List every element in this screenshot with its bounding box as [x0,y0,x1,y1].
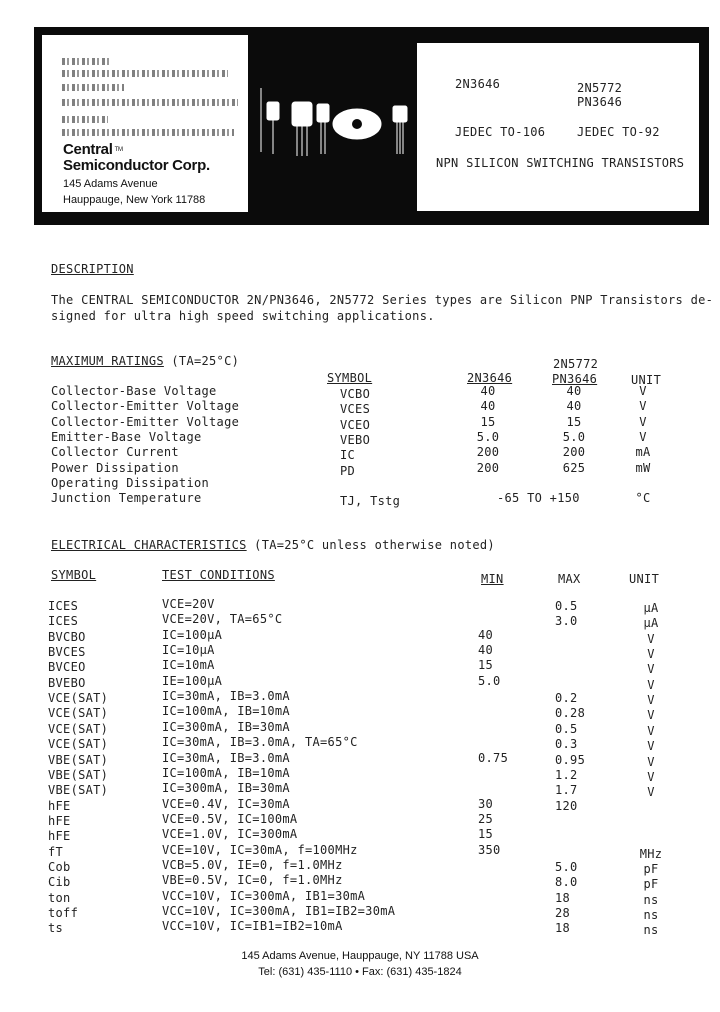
elec-test-condition: IC=30mA, IB=3.0mA [162,750,290,765]
elec-test-condition: VCE=1.0V, IC=300mA [162,827,298,842]
max-ratings-param: Operating Dissipation [51,475,210,490]
elec-symbol: hFE [48,813,71,828]
elec-unit: ns [643,923,659,938]
description-line2: signed for ultra high speed switching applications. [51,309,435,323]
max-ratings-symbol: VCES [340,402,371,417]
elec-unit: pF [643,861,659,876]
elec-symbol: BVCEO [48,660,86,675]
description-heading: DESCRIPTION [51,262,134,276]
elec-symbol: BVCBO [48,629,86,644]
elec-symbol: ton [48,890,71,905]
max-ratings-heading-group [51,354,239,368]
elec-min: 25 [478,811,494,826]
elec-test-condition: IE=100µA [162,673,223,688]
max-ratings-heading: MAXIMUM RATINGS [51,354,164,368]
elec-max: 18 [555,890,571,905]
elec-symbol: VBE(SAT) [48,783,109,798]
elec-unit: V [647,739,655,754]
elec-test-condition: IC=100mA, IB=10mA [162,704,290,719]
elec-test-condition: VBE=0.5V, IC=0, f=1.0MHz [162,873,343,888]
elec-test-condition: VCE=0.5V, IC=100mA [162,811,298,826]
elec-test-condition: IC=100µA [162,627,223,642]
transistor-packages-image [255,80,415,160]
elec-max: 28 [555,906,571,920]
max-ratings-unit: °C [635,491,651,506]
max-ratings-col-pn3646: PN3646 [552,372,598,386]
max-ratings-param: Collector-Emitter Voltage [51,399,240,414]
elec-test-condition: IC=100mA, IB=10mA [162,765,290,780]
max-ratings-value-a: 200 [476,460,500,475]
elec-unit: V [647,754,655,769]
max-ratings-value-b: 40 [566,399,582,414]
elec-max: 0.95 [555,752,586,767]
max-ratings-symbol: VEBO [340,432,371,447]
elec-symbol: VBE(SAT) [48,752,109,767]
elec-symbol: ts [48,921,64,936]
max-ratings-value-b: 625 [562,460,586,475]
elec-col-max: MAX [558,572,581,586]
trademark-mark: TM [114,147,123,153]
elec-unit: V [647,723,655,738]
elec-condition: (TA=25°C unless otherwise noted) [254,538,495,552]
package-to106: JEDEC TO-106 [455,125,546,139]
elec-min: 40 [478,643,494,658]
elec-max: 3.0 [555,614,578,629]
part-number-2n5772: 2N5772 [577,81,623,95]
elec-max: 0.2 [555,691,578,706]
elec-max: 0.5 [555,599,578,613]
max-ratings-unit: V [639,429,647,444]
max-ratings-value-a: 15 [480,414,496,429]
elec-test-condition: VCE=20V [162,597,215,611]
max-ratings-col-unit: UNIT [631,373,662,387]
faded-print [62,116,108,123]
elec-unit: ns [643,892,659,907]
max-ratings-param: Collector-Base Voltage [51,384,217,398]
elec-symbol: fT [48,844,64,859]
elec-min: 0.75 [478,750,509,765]
elec-heading: ELECTRICAL CHARACTERISTICS [51,538,247,552]
elec-test-condition: IC=10mA [162,658,215,673]
elec-max: 0.28 [555,706,586,721]
max-ratings-unit: mW [635,460,651,475]
elec-unit: ns [643,908,659,922]
address-line1: 145 Adams Avenue [63,178,158,190]
elec-test-condition: IC=300mA, IB=30mA [162,781,290,796]
elec-test-condition: VCE=20V, TA=65°C [162,612,283,627]
elec-unit: V [647,631,655,646]
device-type-title: NPN SILICON SWITCHING TRANSISTORS [436,156,685,170]
elec-test-condition: VCC=10V, IC=300mA, IB1=IB2=30mA [162,904,396,918]
elec-col-test: TEST CONDITIONS [162,568,275,582]
elec-test-condition: VCE=0.4V, IC=30mA [162,796,290,811]
company-name-line1: Central [63,141,113,158]
elec-symbol: BVEBO [48,675,86,690]
max-ratings-condition: (TA=25°C) [171,354,240,368]
max-ratings-unit: mA [635,445,651,460]
elec-symbol: ICES [48,614,79,629]
max-ratings-value-b: 5.0 [562,429,586,444]
elec-test-condition: VCC=10V, IC=IB1=IB2=10mA [162,919,343,934]
elec-unit: µA [643,616,659,631]
max-ratings-symbol: VCBO [340,387,371,401]
elec-symbol: ICES [48,599,79,613]
elec-test-condition: VCE=10V, IC=30mA, f=100MHz [162,842,358,857]
faded-print [62,58,112,65]
company-address [63,176,205,208]
elec-symbol: VCE(SAT) [48,721,109,736]
elec-unit: V [647,677,655,692]
elec-max: 120 [555,798,578,813]
max-ratings-param: Collector Current [51,445,179,460]
package-to92: JEDEC TO-92 [577,125,660,139]
faded-print [62,99,238,106]
elec-unit: V [647,693,655,708]
elec-symbol: Cib [48,875,71,890]
elec-max: 1.2 [555,767,578,782]
elec-test-condition: VCC=10V, IC=300mA, IB1=30mA [162,888,366,903]
elec-min: 350 [478,842,501,857]
elec-unit: V [647,708,655,723]
elec-test-condition: VCB=5.0V, IE=0, f=1.0MHz [162,857,343,872]
elec-min: 40 [478,627,494,642]
elec-symbol: toff [48,906,79,920]
max-ratings-col-2n3646: 2N3646 [467,371,513,385]
part-number-2n3646: 2N3646 [455,77,501,91]
footer-contact: Tel: (631) 435-1110 • Fax: (631) 435-1824 [258,966,462,978]
faded-print [62,129,234,136]
max-ratings-value-b: 200 [562,445,586,460]
max-ratings-unit: V [639,384,647,398]
max-ratings-value-a: 5.0 [476,429,500,444]
description-line1: The CENTRAL SEMICONDUCTOR 2N/PN3646, 2N5772 Series types are Silicon PNP Transistors de- [51,293,714,307]
part-number-pn3646: PN3646 [577,95,623,109]
max-ratings-unit: V [639,399,647,414]
elec-unit: V [647,785,655,800]
company-name-line2: Semiconductor Corp. [63,157,210,174]
elec-test-condition: IC=300mA, IB=30mA [162,719,290,734]
footer-address: 145 Adams Avenue, Hauppauge, NY 11788 USA [241,950,479,962]
max-ratings-value-a: 40 [480,384,496,398]
max-ratings-unit: V [639,414,647,429]
elec-unit: µA [643,601,659,615]
elec-test-condition: IC=30mA, IB=3.0mA [162,689,290,704]
max-ratings-value-b: 15 [566,414,582,429]
elec-col-symbol: SYMBOL [51,568,97,582]
max-ratings-param: Collector-Emitter Voltage [51,414,240,429]
elec-min: 30 [478,796,494,811]
max-ratings-symbol: PD [340,463,356,478]
company-name [63,142,210,174]
elec-symbol: VCE(SAT) [48,706,109,721]
max-ratings-symbol: VCEO [340,417,371,432]
elec-unit: MHz [639,846,663,861]
elec-symbol: VCE(SAT) [48,691,109,706]
elec-min: 15 [478,658,494,673]
elec-test-condition: IC=30mA, IB=3.0mA, TA=65°C [162,735,358,750]
max-ratings-range: -65 TO +150 [497,491,580,506]
elec-unit: V [647,662,655,677]
elec-max: 0.3 [555,737,578,752]
max-ratings-param: Power Dissipation [51,460,179,475]
elec-max: 18 [555,921,571,936]
faded-print [62,70,228,77]
elec-col-unit: UNIT [629,572,660,586]
max-ratings-symbol: TJ, Tstg [340,494,401,509]
elec-min: 15 [478,827,494,842]
elec-min: 5.0 [478,673,501,688]
elec-col-min: MIN [481,572,504,586]
elec-symbol: VCE(SAT) [48,737,109,752]
elec-max: 5.0 [555,859,578,874]
max-ratings-value-a: 40 [480,399,496,414]
elec-symbol: hFE [48,798,71,813]
elec-symbol: BVCES [48,645,86,660]
elec-max: 8.0 [555,875,578,890]
address-line2: Hauppauge, New York 11788 [63,194,206,206]
faded-print [62,84,124,91]
elec-unit: V [647,647,655,662]
max-ratings-col-2n5772: 2N5772 [553,357,599,371]
max-ratings-symbol: IC [340,448,356,463]
elec-symbol: hFE [48,829,71,844]
max-ratings-col-symbol: SYMBOL [327,371,373,385]
max-ratings-param: Junction Temperature [51,491,202,506]
max-ratings-value-a: 200 [476,445,500,460]
max-ratings-value-b: 40 [566,384,582,398]
elec-symbol: VBE(SAT) [48,767,109,782]
elec-symbol: Cob [48,859,71,874]
elec-unit: pF [643,877,659,892]
elec-max: 0.5 [555,721,578,736]
elec-test-condition: IC=10µA [162,643,215,658]
elec-max: 1.7 [555,783,578,798]
max-ratings-param: Emitter-Base Voltage [51,429,202,444]
elec-unit: V [647,769,655,784]
elec-heading-group [51,538,495,552]
